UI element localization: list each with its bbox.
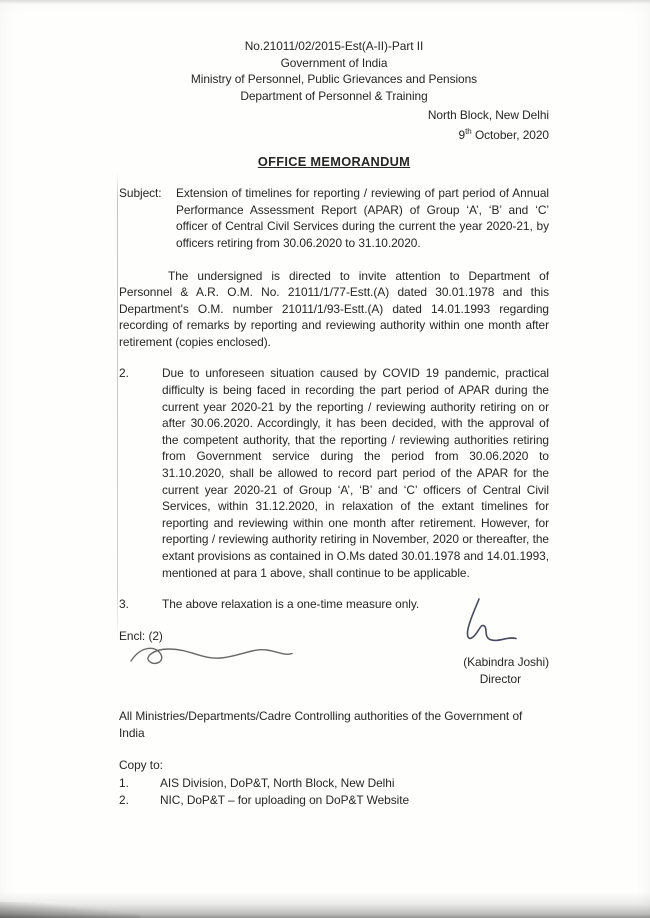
date-ordinal: th bbox=[465, 126, 472, 136]
paragraph-2 bbox=[119, 365, 549, 581]
place-date-block bbox=[119, 107, 549, 143]
copy-item bbox=[119, 775, 549, 792]
paragraph-2-text: Due to unforeseen situation caused by COVID 19 pandemic, practical difficulty is being faced in recording the part period of APAR during the current year 2020-21 by the reporting / reviewing authority retiring on or after 30.06.2020. Accordingly, it has been decided, with the approval of the competent authority, that the reporting / reviewing authorities retiring from Government service during the period from 30.06.2020 to 31.10.2020, shall be allowed to record part period of the APAR for the current year 2020-21 of Group ‘A’, ‘B’ and ‘C’ officers of Central Civil Services, within 31.12.2020, in relaxation of the extant timelines for reporting and reviewing within one month after retirement. However, for reporting / reviewing authority retiring in November, 2020 or thereafter, the extant provisions as contained in O.Ms dated 30.01.1978 and 14.01.1993, mentioned at para 1 above, shall continue to be applicable. bbox=[162, 366, 549, 580]
scan-line-artifact bbox=[117, 172, 118, 642]
reference-number: No.21011/02/2015-Est(A-II)-Part II bbox=[244, 39, 424, 53]
signatory-designation: Director bbox=[479, 672, 521, 687]
place-line: North Block, New Delhi bbox=[427, 108, 549, 123]
copy-to-label: Copy to: bbox=[119, 758, 163, 773]
copy-item-text: AIS Division, DoP&T, North Block, New Delhi bbox=[160, 775, 395, 790]
paragraph-3-text: The above relaxation is a one-time measure only. bbox=[162, 597, 420, 612]
org-line-1: Government of India bbox=[280, 55, 388, 70]
copy-to-block bbox=[119, 757, 549, 809]
top-scan-shade bbox=[0, 0, 650, 4]
signature-mark bbox=[455, 594, 527, 652]
org-line-3: Department of Personnel & Training bbox=[240, 88, 428, 103]
paragraph-1: The undersigned is directed to invite attention to Department of Personnel & A.R. O.M. No. 21011/1/77-Estt.(A) dated 30.01.1978 and this Department's O.M. number 21011/1/93-Estt.(A) dated 14.01.1993 regarding recording of remarks by reporting and reviewing authority within one month after retirement (copies enclosed). bbox=[119, 268, 549, 349]
addressee-line: All Ministries/Departments/Cadre Controlling authorities of the Government of India bbox=[119, 708, 523, 740]
signature-block bbox=[455, 622, 549, 688]
copy-item-number: 2. bbox=[119, 793, 129, 808]
copy-item bbox=[119, 792, 549, 809]
copy-item-text: NIC, DoP&T – for uploading on DoP&T Website bbox=[160, 793, 410, 808]
date-rest: October, 2020 bbox=[474, 127, 549, 142]
date-day: 9 bbox=[458, 127, 466, 142]
paragraph-2-number: 2. bbox=[119, 366, 129, 381]
subject-text: Extension of timelines for reporting / reviewing of part period of Annual Performance Assessment Report (APAR) of Group ‘A’, ‘B’ and ‘C’ officer of Central Civil Services during the current the year 2020-21, by officers retiring from 30.06.2020 to 31.10.2020. bbox=[176, 186, 549, 250]
corner-scan-shade bbox=[0, 902, 140, 918]
enclosure-note: Encl: (2) bbox=[119, 628, 163, 643]
org-line-2: Ministry of Personnel, Public Grievances and Pensions bbox=[190, 72, 478, 87]
signatory-name: (Kabindra Joshi) bbox=[463, 654, 549, 669]
memo-title: OFFICE MEMORANDUM bbox=[257, 153, 411, 169]
subject-block bbox=[119, 185, 549, 251]
pen-scribble-mark bbox=[126, 636, 296, 678]
date-line bbox=[119, 124, 549, 144]
paragraph-3-number: 3. bbox=[119, 597, 129, 612]
subject-label: Subject: bbox=[119, 186, 162, 201]
copy-item-number: 1. bbox=[119, 775, 129, 790]
memo-content bbox=[119, 38, 549, 809]
